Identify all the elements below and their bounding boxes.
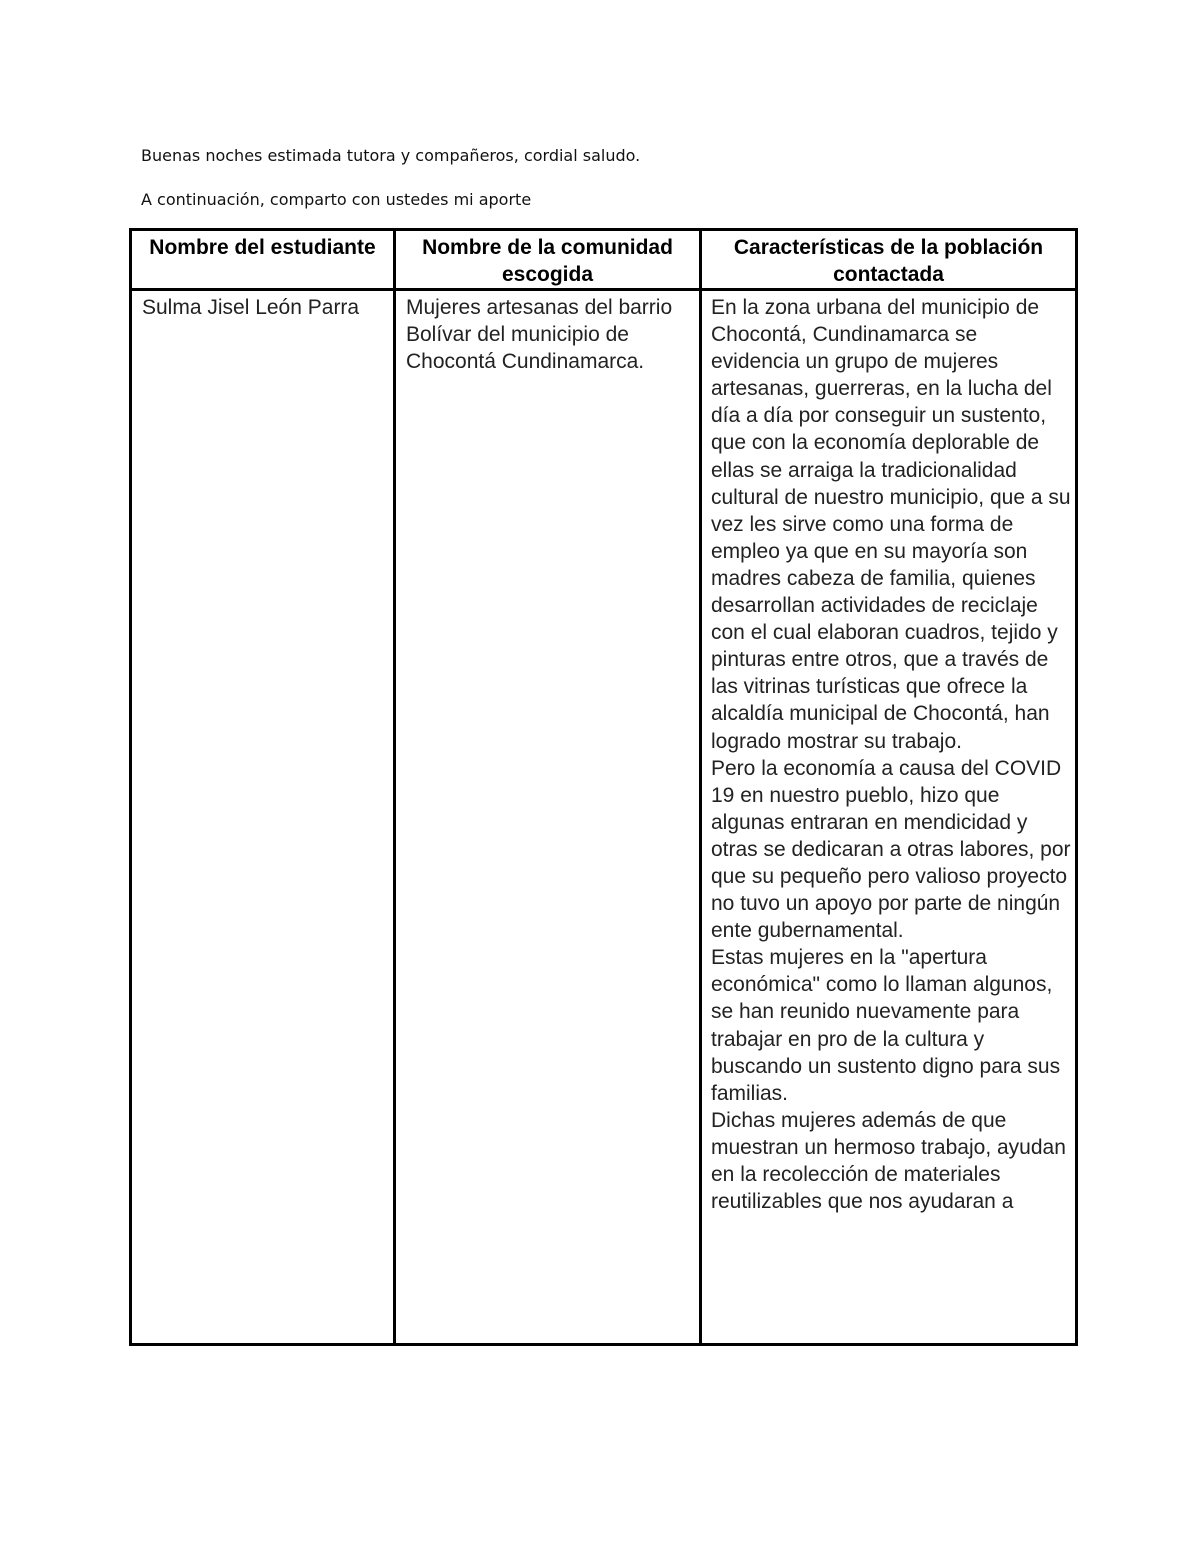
lead-text: A continuación, comparto con ustedes mi aporte xyxy=(141,190,532,209)
table-row xyxy=(131,290,1077,1345)
table-header-row xyxy=(131,230,1077,290)
characteristics-paragraph-2: Pero la economía a causa del COVID 19 en nuestro pueblo, hizo que algunas entraran en mendicidad y otras se dedicaran a otras labores, por que su pequeño pero valioso proyecto no tuvo un apoyo por parte de ningún ente gubernamental. xyxy=(711,756,1071,943)
header-student-name: Nombre del estudiante xyxy=(131,230,395,290)
cell-student-name: Sulma Jisel León Parra xyxy=(131,290,395,1345)
characteristics-paragraph-4: Dichas mujeres además de que muestran un hermoso trabajo, ayudan en la recolección de materiales reutilizables que nos ayudaran a xyxy=(711,1108,1066,1214)
header-community-name: Nombre de la comunidad escogida xyxy=(395,230,701,290)
greeting-text: Buenas noches estimada tutora y compañeros, cordial saludo. xyxy=(141,146,641,165)
cell-population-characteristics xyxy=(701,290,1077,1345)
characteristics-paragraph-3: Estas mujeres en la "apertura económica" como lo llaman algunos, se han reunido nuevamente para trabajar en pro de la cultura y buscando un sustento digno para sus familias. xyxy=(711,946,1061,1105)
header-population-characteristics: Características de la población contactada xyxy=(701,230,1077,290)
cell-community-name: Mujeres artesanas del barrio Bolívar del municipio de Chocontá Cundinamarca. xyxy=(395,290,701,1345)
community-table xyxy=(129,228,1078,1346)
characteristics-paragraph-1: En la zona urbana del municipio de Chocontá, Cundinamarca se evidencia un grupo de mujeres artesanas, guerreras, en la lucha del día a día por conseguir un sustento, que con la economía deplorable de ellas se arraiga la tradicionalidad cultural de nuestro municipio, que a su vez les sirve como una forma de empleo ya que en su mayoría son madres cabeza de familia, quienes desarrollan actividades de reciclaje con el cual elaboran cuadros, tejido y pinturas entre otros, que a través de las vitrinas turísticas que ofrece la alcaldía municipal de Chocontá, han logrado mostrar su trabajo. xyxy=(711,296,1071,753)
